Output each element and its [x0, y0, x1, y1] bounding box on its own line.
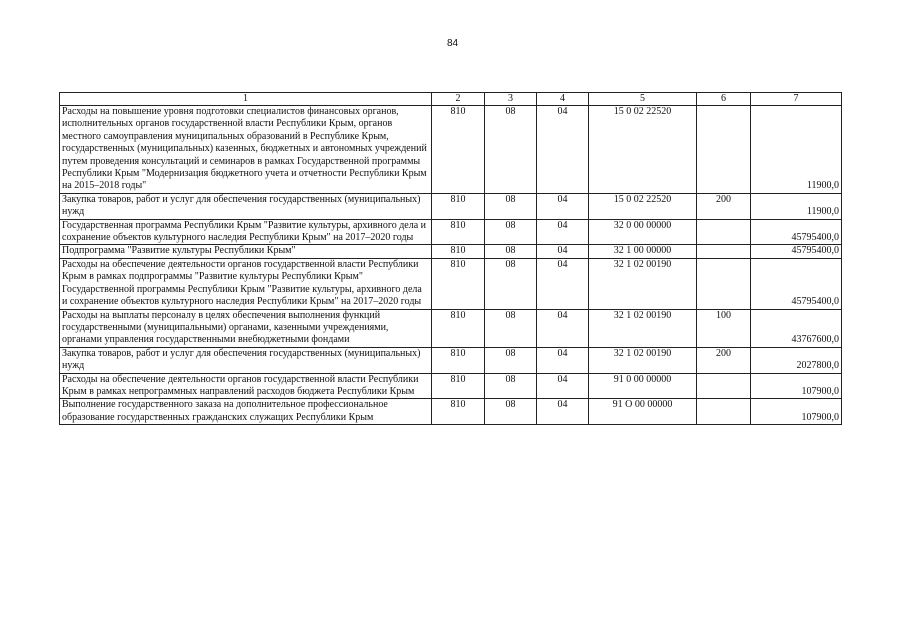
table-body [60, 93, 842, 425]
row-target-article: 32 1 02 00190 [589, 347, 697, 373]
row-subsection: 04 [537, 347, 589, 373]
row-amount: 107900,0 [751, 373, 842, 399]
table-row [60, 258, 842, 309]
row-amount: 43767600,0 [751, 309, 842, 347]
column-header: 7 [751, 93, 842, 106]
row-expense-type [697, 258, 751, 309]
row-description: Расходы на повышение уровня подготовки специалистов финансовых органов, исполнительных органов государственной власти Республики Крым, органов местного самоуправления муниципальных образований в Республике Крым, государственных (муниципальных) казенных, бюджетных и автономных учреждений путем проведения консультаций и семинаров в рамках Государственной программы Республики Крым "Модернизация бюджетного учета и отчетности Республики Крым на 2015–2018 годы" [60, 106, 432, 194]
row-section: 08 [485, 245, 537, 258]
row-target-article: 15 0 02 22520 [589, 106, 697, 194]
row-description: Расходы на выплаты персоналу в целях обеспечения выполнения функций государственными (муниципальными) органами, казенными учреждениями, органами управления государственными внебюджетными фондами [60, 309, 432, 347]
row-code: 810 [432, 373, 485, 399]
row-amount: 45795400,0 [751, 245, 842, 258]
table-row [60, 106, 842, 194]
row-target-article: 32 1 02 00190 [589, 309, 697, 347]
row-subsection: 04 [537, 219, 589, 245]
table-row [60, 309, 842, 347]
row-description: Закупка товаров, работ и услуг для обеспечения государственных (муниципальных) нужд [60, 347, 432, 373]
row-expense-type: 100 [697, 309, 751, 347]
table-header-row [60, 93, 842, 106]
table-row [60, 347, 842, 373]
row-code: 810 [432, 258, 485, 309]
row-target-article: 91 О 00 00000 [589, 399, 697, 425]
row-amount: 45795400,0 [751, 258, 842, 309]
row-expense-type: 200 [697, 347, 751, 373]
row-amount: 45795400,0 [751, 219, 842, 245]
row-target-article: 15 0 02 22520 [589, 193, 697, 219]
row-expense-type [697, 219, 751, 245]
row-section: 08 [485, 399, 537, 425]
row-expense-type: 200 [697, 193, 751, 219]
row-description: Закупка товаров, работ и услуг для обеспечения государственных (муниципальных) нужд [60, 193, 432, 219]
row-section: 08 [485, 309, 537, 347]
row-code: 810 [432, 347, 485, 373]
row-section: 08 [485, 193, 537, 219]
row-expense-type [697, 106, 751, 194]
row-subsection: 04 [537, 258, 589, 309]
row-code: 810 [432, 309, 485, 347]
column-header: 4 [537, 93, 589, 106]
row-code: 810 [432, 245, 485, 258]
table-row [60, 193, 842, 219]
row-subsection: 04 [537, 193, 589, 219]
row-description: Расходы на обеспечение деятельности органов государственной власти Республики Крым в рамках подпрограммы "Развитие культуры Республики Крым" Государственной программы Республики Крым "Развитие культуры, архивного дела и сохранение объектов культурного наследия Республики Крым" на 2017–2020 годы [60, 258, 432, 309]
row-subsection: 04 [537, 106, 589, 194]
row-section: 08 [485, 258, 537, 309]
row-expense-type [697, 245, 751, 258]
table-row [60, 219, 842, 245]
column-header: 1 [60, 93, 432, 106]
table-row [60, 399, 842, 425]
row-amount: 11900,0 [751, 193, 842, 219]
table-row [60, 373, 842, 399]
column-header: 6 [697, 93, 751, 106]
row-section: 08 [485, 219, 537, 245]
column-header: 2 [432, 93, 485, 106]
row-target-article: 32 0 00 00000 [589, 219, 697, 245]
row-subsection: 04 [537, 399, 589, 425]
row-section: 08 [485, 373, 537, 399]
row-target-article: 32 1 00 00000 [589, 245, 697, 258]
row-subsection: 04 [537, 373, 589, 399]
row-target-article: 91 0 00 00000 [589, 373, 697, 399]
table-row [60, 245, 842, 258]
row-code: 810 [432, 399, 485, 425]
row-amount: 11900,0 [751, 106, 842, 194]
row-code: 810 [432, 193, 485, 219]
row-subsection: 04 [537, 245, 589, 258]
row-description: Государственная программа Республики Крым "Развитие культуры, архивного дела и сохранение объектов культурного наследия Республики Крым" на 2017–2020 годы [60, 219, 432, 245]
row-expense-type [697, 399, 751, 425]
row-target-article: 32 1 02 00190 [589, 258, 697, 309]
budget-table [59, 92, 842, 425]
row-amount: 2027800,0 [751, 347, 842, 373]
row-description: Подпрограмма "Развитие культуры Республики Крым" [60, 245, 432, 258]
row-amount: 107900,0 [751, 399, 842, 425]
row-subsection: 04 [537, 309, 589, 347]
row-section: 08 [485, 347, 537, 373]
row-code: 810 [432, 106, 485, 194]
column-header: 5 [589, 93, 697, 106]
row-expense-type [697, 373, 751, 399]
row-code: 810 [432, 219, 485, 245]
row-description: Расходы на обеспечение деятельности органов государственной власти Республики Крым в рамках непрограммных направлений расходов бюджета Республики Крым [60, 373, 432, 399]
column-header: 3 [485, 93, 537, 106]
page-number: 84 [446, 38, 459, 49]
row-description: Выполнение государственного заказа на дополнительное профессиональное образование государственных гражданских служащих Республики Крым [60, 399, 432, 425]
row-section: 08 [485, 106, 537, 194]
